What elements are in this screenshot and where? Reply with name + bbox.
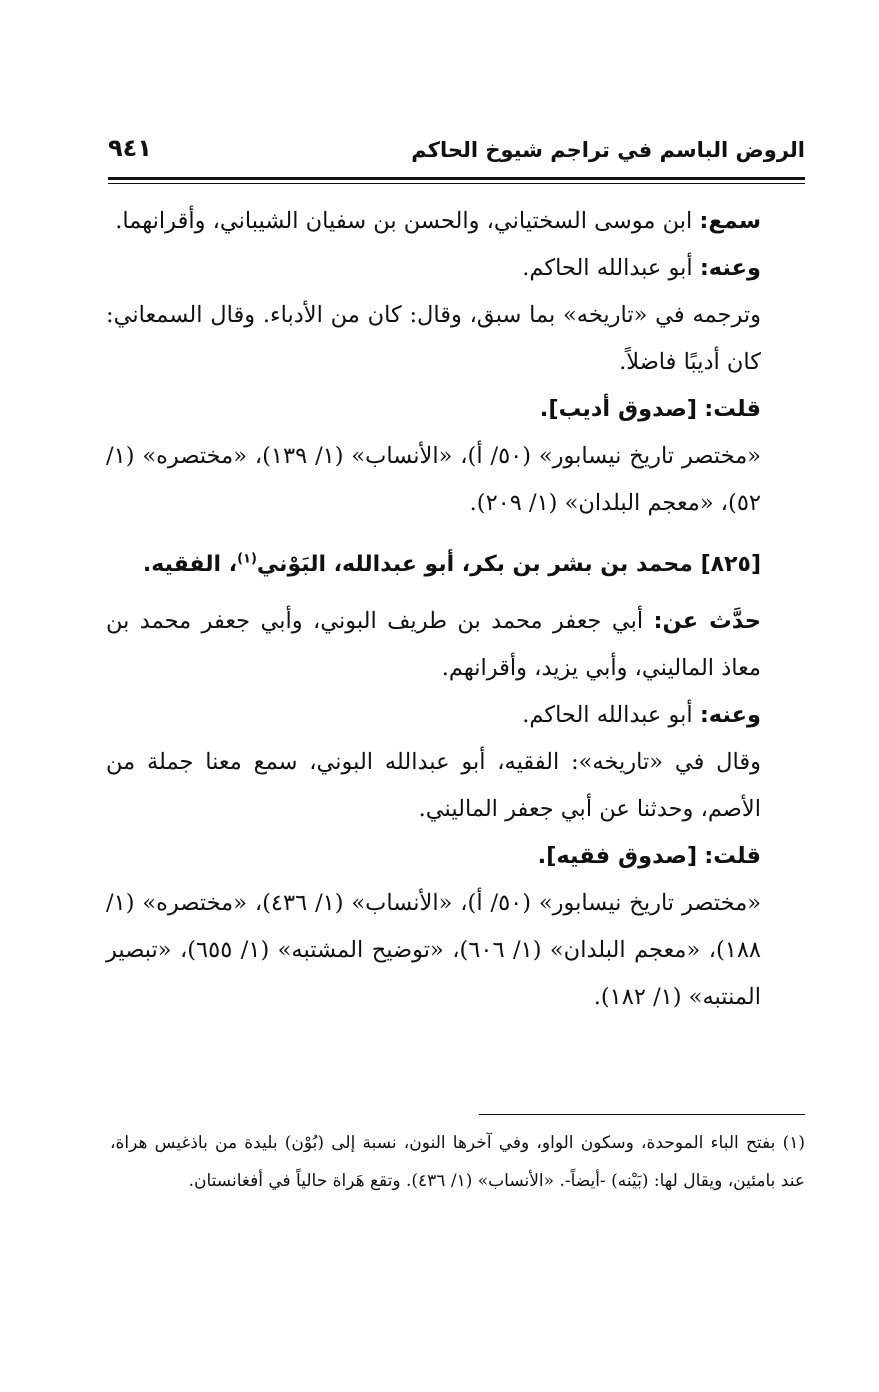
narrated-paragraph	[106, 598, 805, 692]
references-paragraph: «مختصر تاريخ نيسابور» (٥٠/ أ)، «الأنساب» (١/ ١٣٩)، «مختصره» (١/ ٥٢)، «معجم البلدان» (١/ ٢٠٩).	[106, 443, 762, 516]
bio-paragraph: وترجمه في «تاريخه» بما سبق، وقال: كان من الأدباء. وقال السمعاني: كان أديبًا فاضلاً.	[106, 302, 761, 375]
page-number: ٩٤١	[108, 134, 152, 162]
verdict-paragraph	[106, 386, 805, 433]
entry-narrators-paragraph	[106, 692, 805, 739]
header-rule-thin	[108, 183, 805, 184]
header-rule-thick	[108, 177, 805, 180]
entry-verdict-paragraph	[106, 833, 805, 880]
heard-label: سمع:	[699, 208, 761, 234]
footnote	[110, 1124, 805, 1200]
footnote-text: (١) بفتح الباء الموحدة، وسكون الواو، وفي آخرها النون، نسبة إلى (بُوْن) بليدة من باذغيس هراة، عند بامئين، ويقال لها: (بَيْنه) -أيضاً-. «الأنساب» (١/ ٤٣٦). وتقع هَراة حالياً في أفغانستان.	[110, 1133, 805, 1191]
verdict-text: [صدوق أديب].	[539, 396, 698, 422]
narrated-label: حدَّث عن:	[653, 608, 761, 634]
footnote-rule	[479, 1114, 805, 1115]
narrated-text: أبي جعفر محمد بن طريف البوني، وأبي جعفر محمد بن معاذ الماليني، وأبي يزيد، وأقرانهم.	[106, 608, 761, 681]
entry-spacer-2	[106, 588, 805, 598]
entry-from-text: أبو عبدالله الحاكم.	[522, 702, 693, 728]
entry-name-suffix: ، الفقيه.	[142, 552, 238, 577]
book-title: الروض الباسم في تراجم شيوخ الحاكم	[411, 138, 805, 162]
entry-references-paragraph: «مختصر تاريخ نيسابور» (٥٠/ أ)، «الأنساب» (١/ ٤٣٦)، «مختصره» (١/ ١٨٨)، «معجم البلدان» (١/ ٦٠٦)، «توضيح المشتبه» (١/ ٦٥٥)، «تبصير المنتبه» (١/ ١٨٢).	[106, 890, 762, 1010]
entry-verdict-label: قلت:	[704, 843, 761, 869]
entry-bio-paragraph: وقال في «تاريخه»: الفقيه، أبو عبدالله البوني، سمع معنا جملة من الأصم، وحدثنا عن أبي جعفر الماليني.	[106, 749, 761, 822]
narrators-paragraph	[106, 245, 805, 292]
from-label: وعنه:	[699, 255, 761, 281]
running-header	[108, 132, 805, 172]
entry-heading	[106, 541, 805, 588]
entry-number: [٨٢٥]	[700, 552, 761, 577]
entry-name: محمد بن بشر بن بكر، أبو عبدالله، البَوْني	[256, 552, 693, 577]
verdict-label: قلت:	[704, 396, 761, 422]
heard-from-paragraph	[106, 198, 805, 245]
footnote-marker: (١)	[237, 551, 257, 567]
entry-verdict-text: [صدوق فقيه].	[537, 843, 698, 869]
heard-text: ابن موسى السختياني، والحسن بن سفيان الشيباني، وأقرانهما.	[115, 208, 693, 234]
entry-from-label: وعنه:	[699, 702, 761, 728]
page-body	[106, 198, 805, 1021]
entry-spacer	[106, 527, 805, 541]
from-text: أبو عبدالله الحاكم.	[522, 255, 693, 281]
